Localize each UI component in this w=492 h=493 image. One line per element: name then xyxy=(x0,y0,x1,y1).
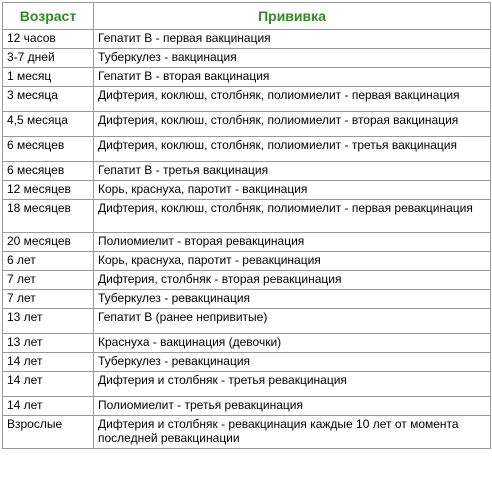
table-row xyxy=(3,372,491,397)
age-cell: 12 часов xyxy=(3,30,94,49)
table-row xyxy=(3,252,491,271)
vaccine-cell: Полиомиелит - третья ревакцинация xyxy=(94,397,491,416)
age-cell: Взрослые xyxy=(3,416,94,449)
vaccine-cell: Дифтерия, столбняк - вторая ревакцинация xyxy=(94,271,491,290)
vaccine-cell: Краснуха - вакцинация (девочки) xyxy=(94,334,491,353)
age-cell: 14 лет xyxy=(3,372,94,397)
vaccine-cell: Корь, краснуха, паротит - вакцинация xyxy=(94,181,491,200)
table-row xyxy=(3,181,491,200)
table-row xyxy=(3,200,491,233)
vaccine-cell: Гепатит В - вторая вакцинация xyxy=(94,68,491,87)
vaccine-cell: Дифтерия, коклюш, столбняк, полиомиелит - вторая вакцинация xyxy=(94,112,491,137)
age-cell: 7 лет xyxy=(3,271,94,290)
age-cell: 13 лет xyxy=(3,334,94,353)
age-cell: 3-7 дней xyxy=(3,49,94,68)
age-cell: 6 месяцев xyxy=(3,137,94,162)
age-cell: 3 месяца xyxy=(3,87,94,112)
age-cell: 18 месяцев xyxy=(3,200,94,233)
table-row xyxy=(3,30,491,49)
vaccine-cell: Туберкулез - ревакцинация xyxy=(94,290,491,309)
table-row xyxy=(3,397,491,416)
table-row xyxy=(3,271,491,290)
table-row xyxy=(3,49,491,68)
table-row xyxy=(3,87,491,112)
table-row xyxy=(3,137,491,162)
table-row xyxy=(3,353,491,372)
table-row xyxy=(3,233,491,252)
vaccine-cell: Дифтерия и столбняк - третья ревакцинация xyxy=(94,372,491,397)
vaccine-cell: Туберкулез - вакцинация xyxy=(94,49,491,68)
age-cell: 1 месяц xyxy=(3,68,94,87)
table-row xyxy=(3,68,491,87)
age-cell: 13 лет xyxy=(3,309,94,334)
age-cell: 20 месяцев xyxy=(3,233,94,252)
vaccine-cell: Дифтерия, коклюш, столбняк, полиомиелит - третья вакцинация xyxy=(94,137,491,162)
age-cell: 6 месяцев xyxy=(3,162,94,181)
age-cell: 7 лет xyxy=(3,290,94,309)
vaccine-cell: Дифтерия, коклюш, столбняк, полиомиелит - первая ревакцинация xyxy=(94,200,491,233)
vaccine-cell: Корь, краснуха, паротит - ревакцинация xyxy=(94,252,491,271)
vaccine-cell: Дифтерия и столбняк - ревакцинация каждые 10 лет от момента последней ревакцинации xyxy=(94,416,491,449)
table-row xyxy=(3,309,491,334)
header-age: Возраст xyxy=(3,3,94,30)
vaccine-cell: Полиомиелит - вторая ревакцинация xyxy=(94,233,491,252)
table-row xyxy=(3,112,491,137)
age-cell: 4,5 месяца xyxy=(3,112,94,137)
vaccine-cell: Туберкулез - ревакцинация xyxy=(94,353,491,372)
table-header-row xyxy=(3,3,491,30)
table-row xyxy=(3,290,491,309)
vaccination-schedule-table xyxy=(2,2,491,449)
vaccine-cell: Гепатит В - третья вакцинация xyxy=(94,162,491,181)
table-row xyxy=(3,162,491,181)
table-body xyxy=(3,30,491,449)
header-vaccination: Прививка xyxy=(94,3,491,30)
age-cell: 6 лет xyxy=(3,252,94,271)
table-row xyxy=(3,416,491,449)
vaccine-cell: Гепатит В - первая вакцинация xyxy=(94,30,491,49)
vaccine-cell: Гепатит В (ранее непривитые) xyxy=(94,309,491,334)
age-cell: 14 лет xyxy=(3,397,94,416)
age-cell: 12 месяцев xyxy=(3,181,94,200)
table-row xyxy=(3,334,491,353)
age-cell: 14 лет xyxy=(3,353,94,372)
vaccine-cell: Дифтерия, коклюш, столбняк, полиомиелит - первая вакцинация xyxy=(94,87,491,112)
